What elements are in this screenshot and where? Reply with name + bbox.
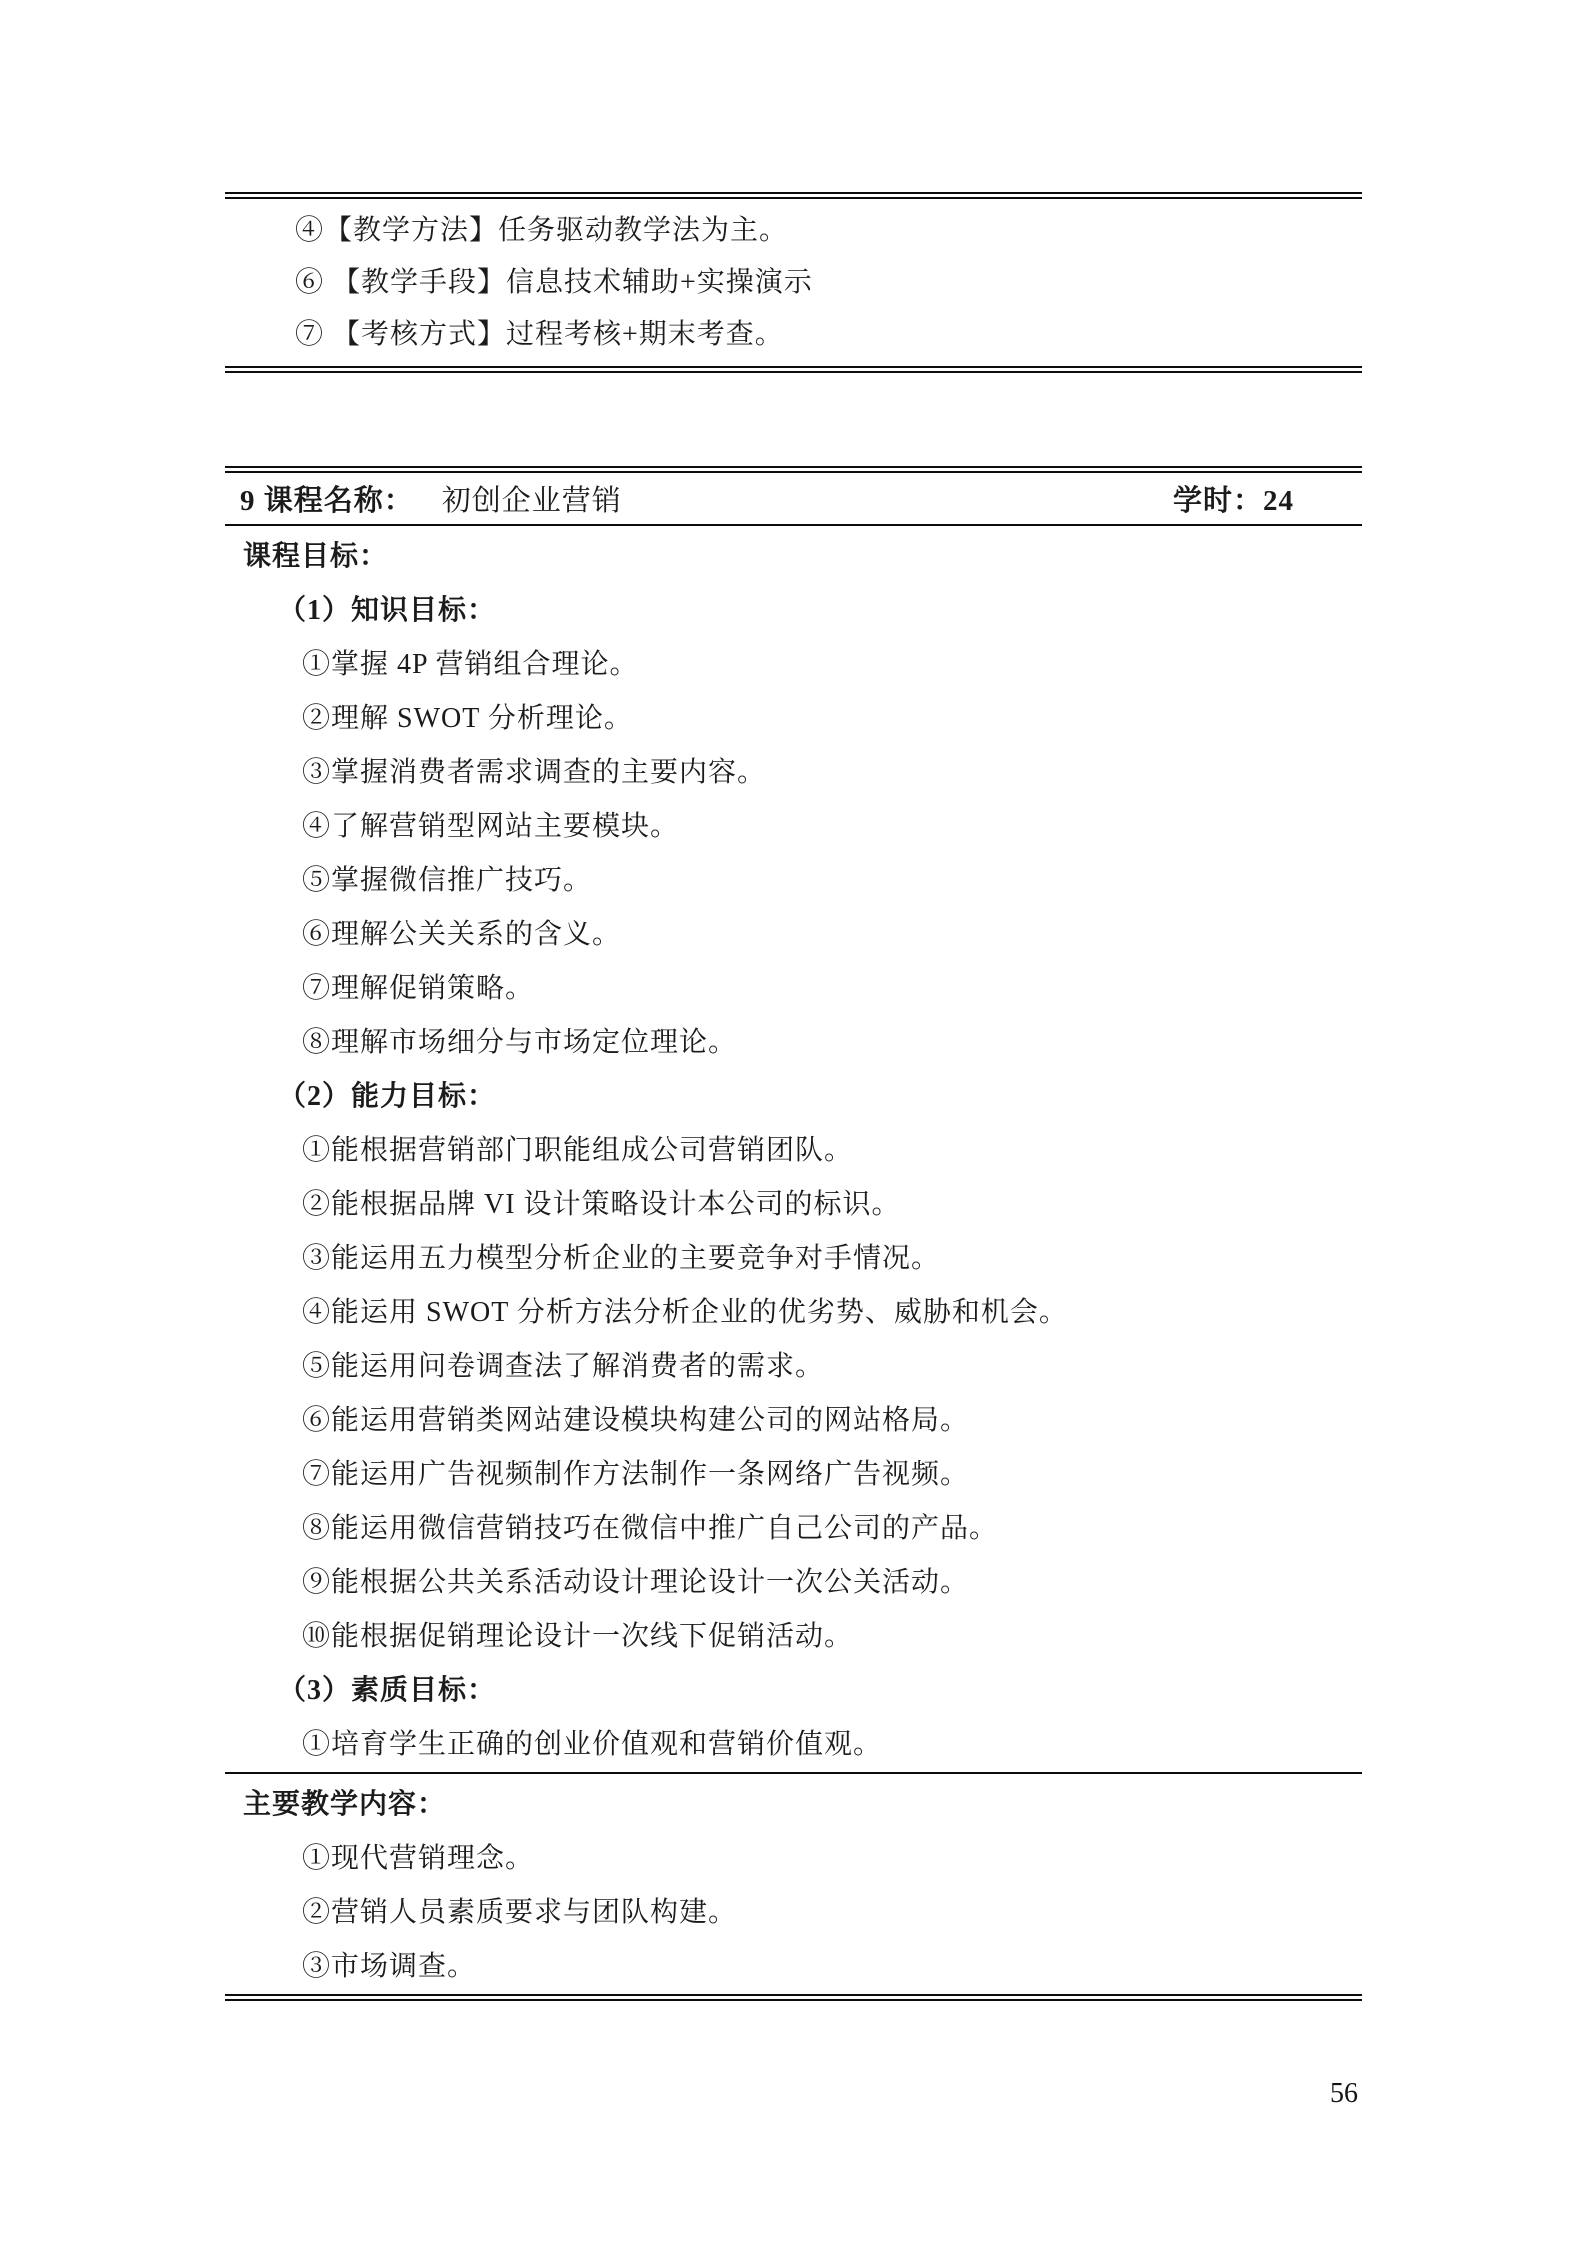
knowledge-goal-item: ③掌握消费者需求调查的主要内容。 xyxy=(302,757,767,788)
table-bottom-border xyxy=(225,366,1362,373)
knowledge-goal-item: ①掌握 4P 营销组合理论。 xyxy=(302,649,639,680)
ability-goal-item: ⑩能根据促销理论设计一次线下促销活动。 xyxy=(302,1621,854,1652)
knowledge-goal-item: ⑧理解市场细分与市场定位理论。 xyxy=(302,1027,738,1058)
table-top-border xyxy=(225,192,1362,199)
page-number: 56 xyxy=(1330,2078,1358,2109)
quality-goals-heading: （3）素质目标： xyxy=(278,1675,497,1706)
previous-course-table xyxy=(225,192,1362,373)
ability-goal-item: ③能运用五力模型分析企业的主要竞争对手情况。 xyxy=(302,1243,941,1274)
ability-goal-item: ④能运用 SWOT 分析方法分析企业的优劣势、威胁和机会。 xyxy=(302,1297,1068,1328)
teaching-content-item: ①现代营销理念。 xyxy=(302,1843,535,1874)
ability-goal-item: ⑤能运用问卷调查法了解消费者的需求。 xyxy=(302,1351,825,1382)
ability-goal-item: ⑦能运用广告视频制作方法制作一条网络广告视频。 xyxy=(302,1459,970,1490)
knowledge-goal-item: ⑥理解公关关系的含义。 xyxy=(302,919,622,950)
course-header-row xyxy=(225,473,1362,526)
teaching-method-item: ④【教学方法】任务驱动教学法为主。 xyxy=(295,215,789,246)
knowledge-goal-item: ⑤掌握微信推广技巧。 xyxy=(302,865,593,896)
teaching-content-item: ②营销人员素质要求与团队构建。 xyxy=(302,1897,738,1928)
knowledge-goal-item: ④了解营销型网站主要模块。 xyxy=(302,811,680,842)
course-objectives-section xyxy=(225,526,1362,1772)
ability-goals-heading: （2）能力目标： xyxy=(278,1081,497,1112)
knowledge-goal-item: ⑦理解促销策略。 xyxy=(302,973,535,1004)
table-top-border xyxy=(225,466,1362,473)
teaching-means-item: ⑥ 【教学手段】信息技术辅助+实操演示 xyxy=(295,267,813,298)
ability-goal-item: ⑨能根据公共关系活动设计理论设计一次公关活动。 xyxy=(302,1567,970,1598)
assessment-method-item: ⑦ 【考核方式】过程考核+期末考查。 xyxy=(295,319,784,350)
objectives-heading: 课程目标： xyxy=(243,541,389,572)
course-title-label: 9 课程名称： xyxy=(240,485,414,517)
course-hours-label: 学时： xyxy=(1172,485,1263,517)
ability-goal-item: ②能根据品牌 VI 设计策略设计本公司的标识。 xyxy=(302,1189,901,1220)
ability-goal-item: ⑧能运用微信营销技巧在微信中推广自己公司的产品。 xyxy=(302,1513,999,1544)
course-hours-value: 24 xyxy=(1263,485,1294,517)
previous-course-table-body xyxy=(225,199,1362,366)
teaching-content-item: ③市场调查。 xyxy=(302,1951,477,1982)
ability-goal-item: ①能根据营销部门职能组成公司营销团队。 xyxy=(302,1135,854,1166)
knowledge-goals-heading: （1）知识目标： xyxy=(278,595,497,626)
teaching-content-section xyxy=(225,1774,1362,1994)
teaching-content-heading: 主要教学内容： xyxy=(243,1789,447,1820)
course-table xyxy=(225,466,1362,2001)
course-hours xyxy=(1173,478,1294,519)
knowledge-goal-item: ②理解 SWOT 分析理论。 xyxy=(302,703,633,734)
ability-goal-item: ⑥能运用营销类网站建设模块构建公司的网站格局。 xyxy=(302,1405,970,1436)
course-name: 初创企业营销 xyxy=(441,485,622,517)
quality-goal-item: ①培育学生正确的创业价值观和营销价值观。 xyxy=(302,1729,883,1760)
table-bottom-border xyxy=(225,1994,1362,2001)
